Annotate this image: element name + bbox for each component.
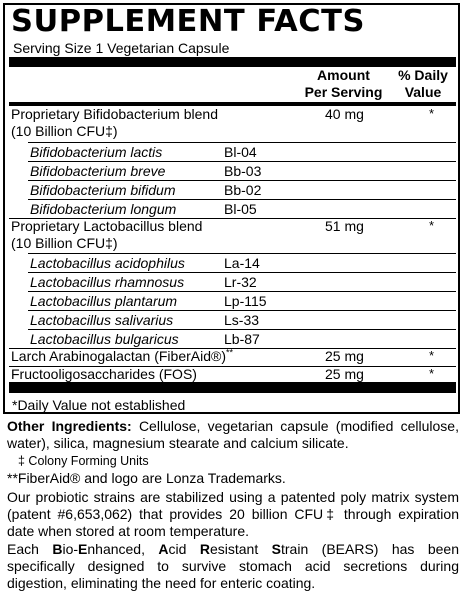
strain-code: Bl-04 (224, 144, 257, 160)
strain-name: Bifidobacterium bifidum (30, 182, 176, 198)
strains-note: Our probiotic strains are stabilized using a patented poly matrix system (patent #6,653,062) that provides 20 billion CFU‡ through expiration date when stored at room temperature. (7, 489, 459, 539)
blend2-amount: 51 mg (325, 218, 364, 234)
panel-title: SUPPLEMENT FACTS (11, 4, 365, 39)
bears-initial: B (52, 541, 63, 557)
other-ingredients-label: Other Ingredients: (7, 418, 132, 434)
strain-code: Ls-33 (224, 312, 260, 328)
serving-size: Serving Size 1 Vegetarian Capsule (13, 40, 230, 56)
strain-code: Bl-05 (224, 201, 257, 217)
blend2-name: Proprietary Lactobacillus blend (11, 218, 203, 234)
row-divider (28, 310, 456, 311)
row-divider (28, 180, 456, 181)
bears-note (7, 541, 459, 592)
blend1-cfu: (10 Billion CFU‡) (11, 123, 118, 139)
strain-name: Bifidobacterium breve (30, 163, 166, 179)
row-divider (28, 253, 456, 254)
bears-text: Each (7, 541, 53, 557)
bears-initial: R (199, 541, 210, 557)
larch-amount: 25 mg (325, 348, 364, 364)
amount-header-line2: Per Serving (304, 84, 383, 100)
larch-dv: * (429, 348, 435, 363)
thick-divider (9, 382, 456, 393)
dv-header-line2: Value (404, 84, 442, 100)
bears-text: esistant (209, 541, 272, 557)
strain-name: Lactobacillus bulgaricus (30, 331, 179, 347)
strain-code: Lb-87 (224, 331, 260, 347)
trademark-note: **FiberAid® and logo are Lonza Trademarks. (7, 470, 286, 486)
blend1-dv: * (429, 106, 435, 121)
dv-header-line1: % Daily (398, 67, 448, 83)
blend1-amount: 40 mg (325, 106, 364, 122)
larch-superscript: ** (225, 347, 233, 358)
strain-name: Lactobacillus salivarius (30, 312, 174, 328)
bears-initial: E (78, 541, 88, 557)
daily-value-footnote: *Daily Value not established (12, 397, 186, 413)
blend1-name: Proprietary Bifidobacterium blend (11, 106, 218, 122)
larch-name (11, 348, 233, 365)
amount-header (291, 67, 396, 101)
strain-name: Bifidobacterium lactis (30, 144, 163, 160)
bears-text: io- (62, 541, 79, 557)
bears-text: cid (168, 541, 200, 557)
bears-initial: A (158, 541, 169, 557)
bears-text: train (BEARS) has been specifically designed to survive stomach acid secretions during digestion, eliminating the need for enteric coating. (7, 541, 459, 591)
strain-code: Lr-32 (224, 274, 257, 290)
row-divider (28, 272, 456, 273)
strain-code: La-14 (224, 255, 260, 271)
blend2-dv: * (429, 218, 435, 233)
strain-name: Lactobacillus rhamnosus (30, 274, 185, 290)
bears-text: nhanced, (87, 541, 159, 557)
cfu-note: ‡ Colony Forming Units (18, 454, 149, 468)
fos-name: Fructooligosaccharides (FOS) (11, 366, 197, 382)
fos-dv: * (429, 366, 435, 381)
row-divider (28, 291, 456, 292)
larch-label: Larch Arabinogalactan (FiberAid®) (11, 348, 226, 364)
strain-name: Bifidobacterium longum (30, 201, 177, 217)
strain-code: Bb-02 (224, 182, 262, 198)
daily-value-header (393, 67, 453, 101)
strain-name: Lactobacillus acidophilus (30, 255, 185, 271)
supplement-facts-panel (3, 3, 460, 414)
row-divider (28, 142, 456, 143)
row-divider (28, 161, 456, 162)
other-ingredients-text: Cellulose, vegetarian capsule (modified cellulose, water), silica, magnesium stearate and calcium silicate. (7, 418, 459, 451)
fos-amount: 25 mg (325, 366, 364, 382)
row-divider (28, 329, 456, 330)
strain-name: Lactobacillus plantarum (30, 293, 178, 309)
bears-initial: S (271, 541, 281, 557)
other-ingredients (7, 418, 459, 452)
strain-code: Bb-03 (224, 163, 262, 179)
amount-header-line1: Amount (317, 67, 370, 83)
blend2-cfu: (10 Billion CFU‡) (11, 235, 118, 251)
strain-code: Lp-115 (224, 293, 267, 309)
thick-divider (9, 57, 456, 67)
row-divider (28, 199, 456, 200)
